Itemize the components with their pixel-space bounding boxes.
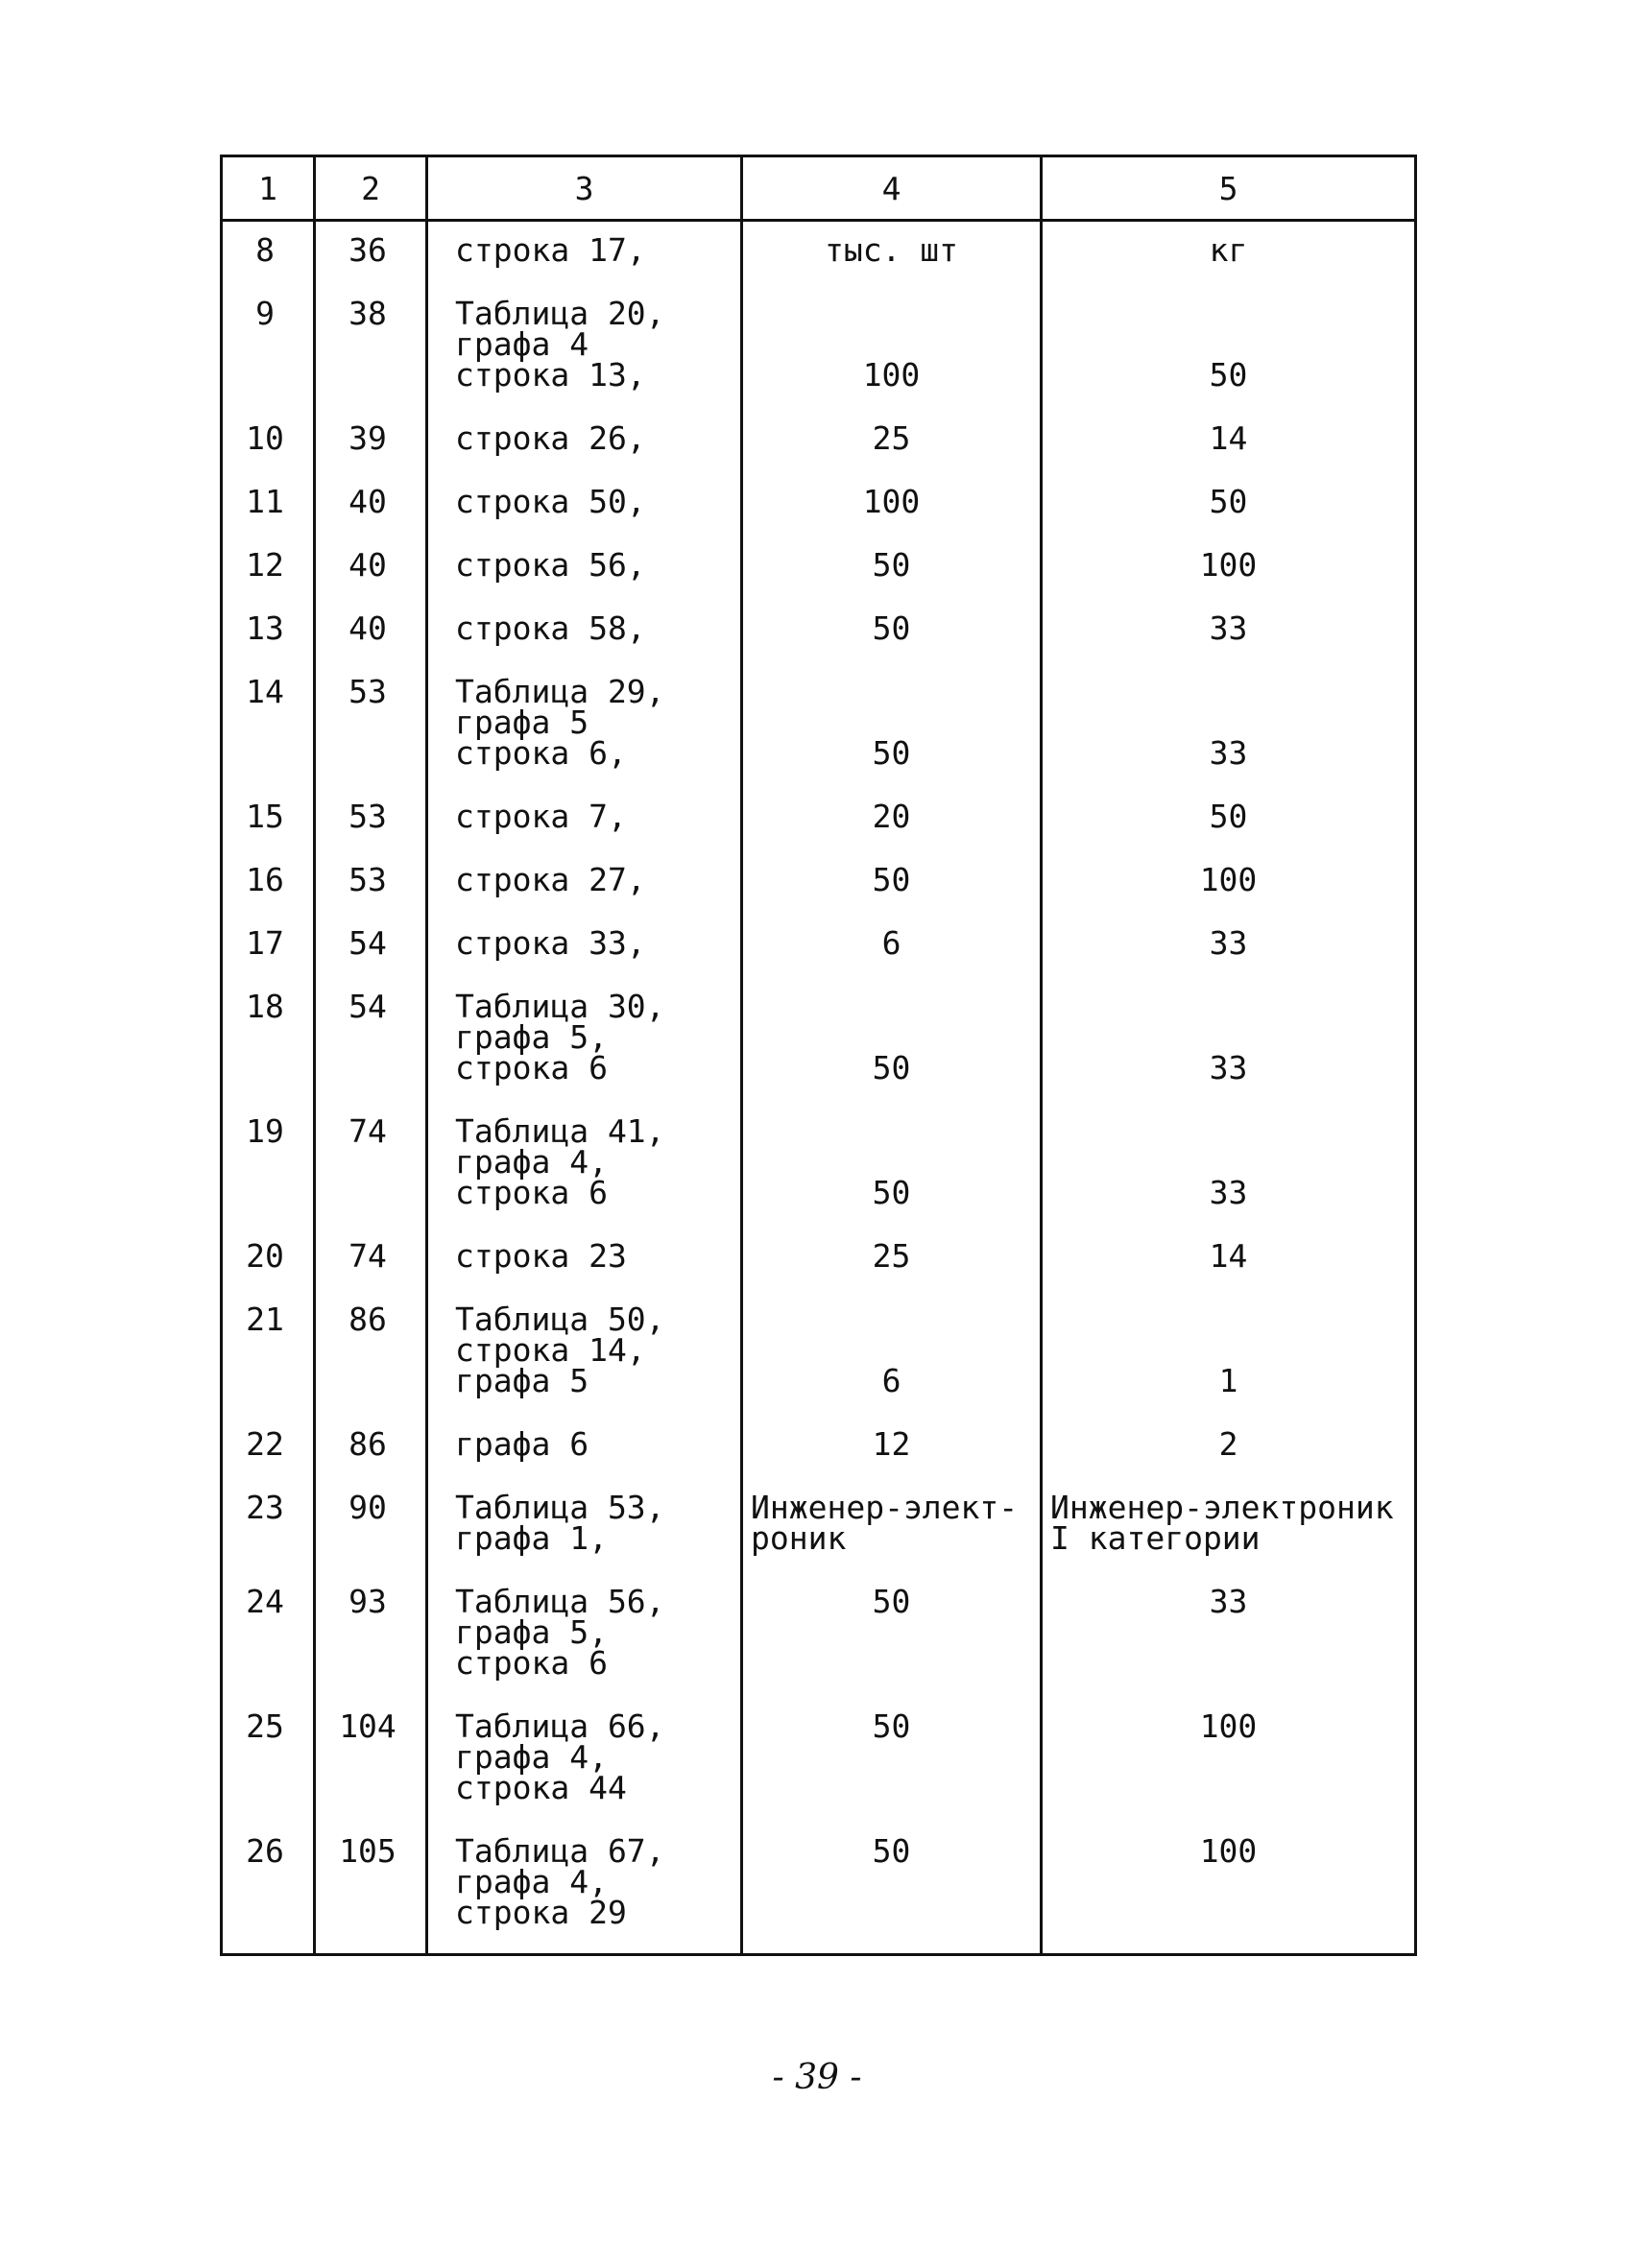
cell-value-col5-text: 14 xyxy=(1209,1237,1248,1275)
cell-value-col5 xyxy=(1042,978,1416,1103)
cell-page xyxy=(315,663,427,788)
column-header-2: 2 xyxy=(315,156,427,221)
cell-page xyxy=(315,1573,427,1698)
table-row xyxy=(222,1103,1416,1228)
cell-value-col5 xyxy=(1042,1823,1416,1955)
cell-value-col5-text: Инженер-электроник I категории xyxy=(1050,1489,1394,1557)
cell-location-text: Таблица 41, графа 4, строка 6 xyxy=(455,1112,665,1211)
cell-location xyxy=(427,410,742,473)
cell-location xyxy=(427,851,742,915)
cell-page-text: 86 xyxy=(348,1425,387,1463)
cell-value-col4-text: 100 xyxy=(862,483,921,520)
cell-location xyxy=(427,1416,742,1479)
table-row xyxy=(222,537,1416,600)
cell-page-text: 90 xyxy=(348,1489,387,1526)
cell-value-col4 xyxy=(742,285,1042,410)
cell-location xyxy=(427,663,742,788)
cell-location-text: строка 23 xyxy=(455,1237,627,1275)
cell-value-col5-text: 33 xyxy=(1209,1583,1248,1620)
cell-page xyxy=(315,1416,427,1479)
cell-location xyxy=(427,1479,742,1573)
cell-location xyxy=(427,1103,742,1228)
cell-value-col5 xyxy=(1042,537,1416,600)
cell-value-col4 xyxy=(742,410,1042,473)
cell-location-text: Таблица 66, графа 4, строка 44 xyxy=(455,1707,665,1806)
table-row xyxy=(222,1291,1416,1416)
cell-row-number xyxy=(222,663,315,788)
cell-location xyxy=(427,1228,742,1291)
cell-page-text: 74 xyxy=(348,1112,387,1150)
cell-page-text: 104 xyxy=(339,1707,396,1745)
cell-row-number xyxy=(222,851,315,915)
cell-value-col5-text: 33 xyxy=(1209,609,1248,647)
cell-page-text: 53 xyxy=(348,673,387,710)
table-row xyxy=(222,221,1416,286)
cell-value-col4 xyxy=(742,1228,1042,1291)
cell-location-text: Таблица 67, графа 4, строка 29 xyxy=(455,1832,665,1931)
cell-value-col5-text: 1 xyxy=(1218,1362,1238,1399)
cell-location-text: Таблица 20, графа 4 строка 13, xyxy=(455,295,665,394)
cell-value-col4 xyxy=(742,915,1042,978)
cell-page xyxy=(315,221,427,286)
cell-page xyxy=(315,1479,427,1573)
cell-page-text: 53 xyxy=(348,861,387,898)
cell-row-number xyxy=(222,473,315,537)
cell-row-number xyxy=(222,788,315,851)
cell-page xyxy=(315,1103,427,1228)
table-row xyxy=(222,285,1416,410)
table-row xyxy=(222,1573,1416,1698)
cell-value-col5 xyxy=(1042,600,1416,663)
table-row xyxy=(222,1823,1416,1955)
cell-value-col4-text: 25 xyxy=(872,1237,911,1275)
cell-page xyxy=(315,1698,427,1823)
table-body xyxy=(222,221,1416,1955)
cell-page xyxy=(315,1823,427,1955)
table-row xyxy=(222,600,1416,663)
cell-row-number xyxy=(222,978,315,1103)
cell-row-number-text: 14 xyxy=(246,673,284,710)
cell-row-number xyxy=(222,1291,315,1416)
cell-row-number xyxy=(222,1698,315,1823)
cell-row-number xyxy=(222,1416,315,1479)
cell-value-col5 xyxy=(1042,1103,1416,1228)
cell-value-col5-text: кг xyxy=(1209,231,1248,269)
cell-page xyxy=(315,410,427,473)
cell-value-col4 xyxy=(742,1479,1042,1573)
cell-location xyxy=(427,915,742,978)
cell-value-col5-text: 33 xyxy=(1209,1174,1248,1211)
cell-value-col4-text: Инженер-элект- роник xyxy=(751,1489,1019,1557)
cell-value-col5-text: 2 xyxy=(1218,1425,1238,1463)
cell-location-text: строка 7, xyxy=(455,798,627,835)
cell-location xyxy=(427,1823,742,1955)
cell-row-number-text: 8 xyxy=(255,231,275,269)
cell-location xyxy=(427,1573,742,1698)
cell-row-number xyxy=(222,1228,315,1291)
cell-row-number-text: 26 xyxy=(246,1832,284,1870)
cell-value-col4 xyxy=(742,1823,1042,1955)
cell-page-text: 105 xyxy=(339,1832,396,1870)
cell-value-col4 xyxy=(742,221,1042,286)
table-row xyxy=(222,788,1416,851)
cell-location-text: строка 33, xyxy=(455,924,646,962)
cell-value-col4 xyxy=(742,788,1042,851)
cell-row-number-text: 13 xyxy=(246,609,284,647)
cell-location xyxy=(427,1698,742,1823)
cell-value-col4 xyxy=(742,473,1042,537)
page-number: - 39 - xyxy=(772,2058,862,2097)
cell-value-col5 xyxy=(1042,915,1416,978)
cell-row-number-text: 23 xyxy=(246,1489,284,1526)
cell-value-col5 xyxy=(1042,1228,1416,1291)
cell-location xyxy=(427,537,742,600)
cell-location xyxy=(427,978,742,1103)
cell-value-col4-text: 50 xyxy=(872,734,911,772)
cell-location-text: строка 50, xyxy=(455,483,646,520)
cell-value-col5 xyxy=(1042,1698,1416,1823)
cell-value-col5-text: 50 xyxy=(1209,798,1248,835)
cell-location xyxy=(427,1291,742,1416)
cell-page-text: 40 xyxy=(348,609,387,647)
cell-row-number-text: 22 xyxy=(246,1425,284,1463)
cell-value-col5 xyxy=(1042,788,1416,851)
cell-location-text: строка 26, xyxy=(455,419,646,457)
cell-location-text: строка 58, xyxy=(455,609,646,647)
cell-location xyxy=(427,221,742,286)
cell-value-col4-text: 6 xyxy=(881,1362,901,1399)
cell-page xyxy=(315,1228,427,1291)
cell-value-col4-text: 50 xyxy=(872,1707,911,1745)
cell-row-number xyxy=(222,1103,315,1228)
cell-location-text: строка 27, xyxy=(455,861,646,898)
cell-page xyxy=(315,851,427,915)
cell-value-col4-text: 100 xyxy=(862,356,921,394)
cell-page-text: 74 xyxy=(348,1237,387,1275)
cell-row-number xyxy=(222,285,315,410)
cell-page-text: 54 xyxy=(348,988,387,1025)
table-row xyxy=(222,978,1416,1103)
table-row xyxy=(222,1479,1416,1573)
column-header-4: 4 xyxy=(742,156,1042,221)
cell-value-col5 xyxy=(1042,663,1416,788)
cell-value-col5 xyxy=(1042,1573,1416,1698)
cell-value-col4-text: 12 xyxy=(872,1425,911,1463)
cell-row-number xyxy=(222,600,315,663)
cell-row-number-text: 10 xyxy=(246,419,284,457)
cell-value-col4 xyxy=(742,851,1042,915)
cell-row-number xyxy=(222,1479,315,1573)
cell-row-number xyxy=(222,1823,315,1955)
cell-page-text: 39 xyxy=(348,419,387,457)
cell-value-col4-text: 50 xyxy=(872,861,911,898)
cell-location-text: Таблица 53, графа 1, xyxy=(455,1489,665,1557)
cell-value-col5-text: 100 xyxy=(1199,546,1258,584)
table-row xyxy=(222,851,1416,915)
cell-page-text: 86 xyxy=(348,1301,387,1338)
cell-row-number xyxy=(222,410,315,473)
cell-location-text: Таблица 50, строка 14, графа 5 xyxy=(455,1301,665,1399)
cell-value-col5-text: 100 xyxy=(1199,861,1258,898)
cell-row-number-text: 11 xyxy=(246,483,284,520)
cell-value-col5-text: 100 xyxy=(1199,1707,1258,1745)
cell-location-text: Таблица 29, графа 5 строка 6, xyxy=(455,673,665,772)
cell-value-col4 xyxy=(742,537,1042,600)
cell-row-number xyxy=(222,1573,315,1698)
table-row xyxy=(222,1698,1416,1823)
cell-page-text: 93 xyxy=(348,1583,387,1620)
cell-value-col5 xyxy=(1042,1291,1416,1416)
table-row xyxy=(222,1228,1416,1291)
cell-value-col5 xyxy=(1042,221,1416,286)
cell-value-col5 xyxy=(1042,1416,1416,1479)
cell-value-col5-text: 100 xyxy=(1199,1832,1258,1870)
table-row xyxy=(222,410,1416,473)
cell-value-col5 xyxy=(1042,851,1416,915)
cell-page-text: 54 xyxy=(348,924,387,962)
cell-value-col4-text: 50 xyxy=(872,1049,911,1086)
cell-value-col4 xyxy=(742,663,1042,788)
table-row xyxy=(222,663,1416,788)
cell-row-number xyxy=(222,221,315,286)
cell-page-text: 40 xyxy=(348,546,387,584)
cell-value-col4 xyxy=(742,1698,1042,1823)
cell-row-number-text: 15 xyxy=(246,798,284,835)
cell-row-number-text: 17 xyxy=(246,924,284,962)
cell-value-col4-text: 50 xyxy=(872,1583,911,1620)
cell-row-number xyxy=(222,537,315,600)
cell-value-col5-text: 50 xyxy=(1209,483,1248,520)
cell-page-text: 40 xyxy=(348,483,387,520)
cell-value-col4-text: тыс. шт xyxy=(824,231,959,269)
cell-value-col4-text: 50 xyxy=(872,609,911,647)
table-row xyxy=(222,1416,1416,1479)
cell-location xyxy=(427,285,742,410)
cell-value-col5-text: 33 xyxy=(1209,924,1248,962)
cell-value-col5 xyxy=(1042,410,1416,473)
cell-value-col4 xyxy=(742,978,1042,1103)
data-table xyxy=(220,155,1417,1956)
cell-value-col4-text: 50 xyxy=(872,546,911,584)
cell-value-col5-text: 33 xyxy=(1209,734,1248,772)
cell-page-text: 36 xyxy=(348,231,387,269)
cell-row-number xyxy=(222,915,315,978)
cell-row-number-text: 24 xyxy=(246,1583,284,1620)
cell-value-col4-text: 25 xyxy=(872,419,911,457)
cell-row-number-text: 21 xyxy=(246,1301,284,1338)
table-header xyxy=(222,156,1416,221)
cell-value-col4 xyxy=(742,1103,1042,1228)
table-row xyxy=(222,473,1416,537)
cell-row-number-text: 9 xyxy=(255,295,275,332)
column-header-3: 3 xyxy=(427,156,742,221)
cell-page-text: 53 xyxy=(348,798,387,835)
cell-location xyxy=(427,788,742,851)
cell-value-col5 xyxy=(1042,1479,1416,1573)
cell-page xyxy=(315,1291,427,1416)
cell-location-text: графа 6 xyxy=(455,1425,589,1463)
cell-page-text: 38 xyxy=(348,295,387,332)
cell-value-col4 xyxy=(742,1291,1042,1416)
cell-row-number-text: 25 xyxy=(246,1707,284,1745)
cell-row-number-text: 16 xyxy=(246,861,284,898)
cell-row-number-text: 18 xyxy=(246,988,284,1025)
cell-page xyxy=(315,788,427,851)
header-row xyxy=(222,156,1416,221)
cell-page xyxy=(315,473,427,537)
cell-value-col4 xyxy=(742,600,1042,663)
cell-page xyxy=(315,915,427,978)
cell-page xyxy=(315,600,427,663)
cell-location-text: строка 17, xyxy=(455,231,646,269)
column-header-5: 5 xyxy=(1042,156,1416,221)
cell-location-text: строка 56, xyxy=(455,546,646,584)
cell-value-col4 xyxy=(742,1416,1042,1479)
cell-value-col4-text: 50 xyxy=(872,1174,911,1211)
table-row xyxy=(222,915,1416,978)
cell-value-col5 xyxy=(1042,285,1416,410)
cell-value-col4-text: 20 xyxy=(872,798,911,835)
cell-page xyxy=(315,537,427,600)
cell-page xyxy=(315,285,427,410)
cell-location xyxy=(427,473,742,537)
cell-location-text: Таблица 56, графа 5, строка 6 xyxy=(455,1583,665,1682)
cell-value-col4-text: 50 xyxy=(872,1832,911,1870)
column-header-1: 1 xyxy=(222,156,315,221)
cell-row-number-text: 20 xyxy=(246,1237,284,1275)
cell-row-number-text: 12 xyxy=(246,546,284,584)
cell-value-col5-text: 14 xyxy=(1209,419,1248,457)
cell-location-text: Таблица 30, графа 5, строка 6 xyxy=(455,988,665,1086)
cell-value-col5-text: 33 xyxy=(1209,1049,1248,1086)
cell-page xyxy=(315,978,427,1103)
cell-value-col5 xyxy=(1042,473,1416,537)
cell-value-col4-text: 6 xyxy=(881,924,901,962)
cell-value-col4 xyxy=(742,1573,1042,1698)
cell-row-number-text: 19 xyxy=(246,1112,284,1150)
cell-value-col5-text: 50 xyxy=(1209,356,1248,394)
cell-location xyxy=(427,600,742,663)
